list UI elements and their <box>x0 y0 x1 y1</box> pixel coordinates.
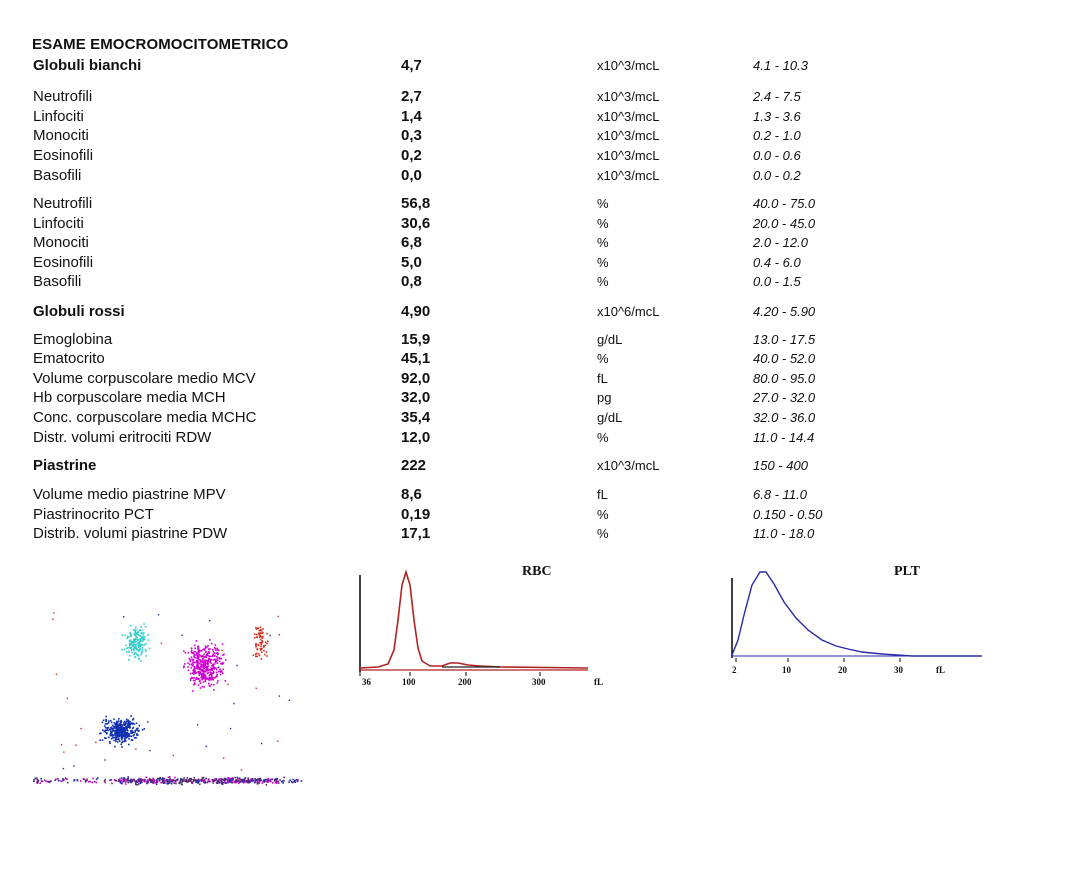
result-value: 56,8 <box>401 195 431 212</box>
result-row <box>0 349 1080 369</box>
result-reference-range: 0.0 - 1.5 <box>753 274 801 289</box>
rbc-tick-100: 100 <box>402 677 416 687</box>
result-unit: pg <box>597 390 612 405</box>
result-row <box>0 302 1080 322</box>
result-reference-range: 0.0 - 0.2 <box>753 168 801 183</box>
rbc-histogram-svg <box>350 560 620 695</box>
result-name: Basofili <box>33 273 82 290</box>
result-unit: % <box>597 430 609 445</box>
plt-histogram <box>722 560 992 690</box>
result-value: 32,0 <box>401 389 431 406</box>
result-unit: x10^3/mcL <box>597 109 660 124</box>
result-name: Hb corpuscolare media MCH <box>33 389 226 406</box>
result-row <box>0 146 1080 166</box>
result-name: Conc. corpuscolare media MCHC <box>33 409 257 426</box>
result-unit: x10^3/mcL <box>597 148 660 163</box>
result-value: 30,6 <box>401 215 431 232</box>
result-reference-range: 0.2 - 1.0 <box>753 128 801 143</box>
result-row <box>0 107 1080 127</box>
result-unit: x10^6/mcL <box>597 304 660 319</box>
result-name: Linfociti <box>33 108 84 125</box>
result-reference-range: 27.0 - 32.0 <box>753 390 816 405</box>
report-title: ESAME EMOCROMOCITOMETRICO <box>32 36 289 53</box>
rbc-histogram <box>350 560 620 695</box>
result-unit: % <box>597 507 609 522</box>
result-row <box>0 56 1080 76</box>
result-reference-range: 2.0 - 12.0 <box>753 235 808 250</box>
result-unit: % <box>597 526 609 541</box>
result-unit: % <box>597 216 609 231</box>
result-reference-range: 80.0 - 95.0 <box>753 371 816 386</box>
result-reference-range: 40.0 - 52.0 <box>753 351 816 366</box>
result-reference-range: 0.0 - 0.6 <box>753 148 801 163</box>
result-value: 12,0 <box>401 429 431 446</box>
result-row <box>0 485 1080 505</box>
result-value: 1,4 <box>401 108 422 125</box>
result-unit: % <box>597 274 609 289</box>
result-name: Piastrinocrito PCT <box>33 506 154 523</box>
result-value: 8,6 <box>401 486 422 503</box>
result-row <box>0 388 1080 408</box>
rbc-histogram-title: RBC <box>522 564 552 579</box>
result-name: Emoglobina <box>33 331 113 348</box>
plt-histogram-svg <box>722 560 992 690</box>
plt-tick-2: 2 <box>732 665 737 675</box>
result-row <box>0 524 1080 544</box>
result-value: 35,4 <box>401 409 431 426</box>
wbc-scatter-svg <box>28 592 308 807</box>
result-unit: g/dL <box>597 332 623 347</box>
plt-tick-30: 30 <box>894 665 903 675</box>
result-value: 0,8 <box>401 273 422 290</box>
result-name: Volume corpuscolare medio MCV <box>33 370 256 387</box>
result-value: 5,0 <box>401 254 422 271</box>
result-unit: % <box>597 255 609 270</box>
result-name: Distr. volumi eritrociti RDW <box>33 429 212 446</box>
rbc-unit-label: fL <box>594 677 603 687</box>
result-value: 2,7 <box>401 88 422 105</box>
result-value: 15,9 <box>401 331 431 348</box>
result-reference-range: 0.150 - 0.50 <box>753 507 823 522</box>
rbc-tick-36: 36 <box>362 677 371 687</box>
result-value: 0,19 <box>401 506 431 523</box>
plt-tick-20: 20 <box>838 665 847 675</box>
result-unit: g/dL <box>597 410 623 425</box>
result-unit: % <box>597 351 609 366</box>
result-value: 4,90 <box>401 303 431 320</box>
result-reference-range: 1.3 - 3.6 <box>753 109 801 124</box>
wbc-scatter-plot <box>28 592 308 807</box>
result-name: Neutrofili <box>33 195 93 212</box>
result-name: Ematocrito <box>33 350 105 367</box>
rbc-tick-300: 300 <box>532 677 546 687</box>
result-name: Monociti <box>33 234 89 251</box>
result-name: Distrib. volumi piastrine PDW <box>33 525 228 542</box>
result-unit: x10^3/mcL <box>597 58 660 73</box>
result-reference-range: 40.0 - 75.0 <box>753 196 816 211</box>
result-name: Piastrine <box>33 457 97 474</box>
result-value: 92,0 <box>401 370 431 387</box>
rbc-tick-200: 200 <box>458 677 472 687</box>
result-row <box>0 253 1080 273</box>
result-reference-range: 13.0 - 17.5 <box>753 332 816 347</box>
rbc-curve <box>360 572 588 668</box>
result-reference-range: 4.1 - 10.3 <box>753 58 808 73</box>
result-name: Globuli rossi <box>33 303 125 320</box>
result-unit: fL <box>597 371 608 386</box>
result-unit: % <box>597 196 609 211</box>
result-reference-range: 150 - 400 <box>753 458 808 473</box>
result-unit: x10^3/mcL <box>597 168 660 183</box>
result-name: Eosinofili <box>33 254 94 271</box>
result-reference-range: 11.0 - 18.0 <box>753 526 815 541</box>
result-unit: fL <box>597 487 608 502</box>
plt-unit-label: fL <box>936 665 945 675</box>
result-value: 0,3 <box>401 127 422 144</box>
result-value: 4,7 <box>401 57 422 74</box>
result-value: 222 <box>401 457 427 474</box>
result-name: Linfociti <box>33 215 84 232</box>
result-reference-range: 2.4 - 7.5 <box>753 89 801 104</box>
result-row <box>0 428 1080 448</box>
result-reference-range: 32.0 - 36.0 <box>753 410 816 425</box>
result-row <box>0 272 1080 292</box>
plt-curve <box>732 572 982 656</box>
result-unit: x10^3/mcL <box>597 89 660 104</box>
result-value: 6,8 <box>401 234 422 251</box>
result-name: Neutrofili <box>33 88 93 105</box>
result-name: Monociti <box>33 127 89 144</box>
result-value: 45,1 <box>401 350 431 367</box>
result-row <box>0 408 1080 428</box>
result-row <box>0 330 1080 350</box>
result-name: Basofili <box>33 167 82 184</box>
plt-histogram-title: PLT <box>894 564 920 579</box>
result-reference-range: 0.4 - 6.0 <box>753 255 801 270</box>
result-unit: x10^3/mcL <box>597 458 660 473</box>
result-row <box>0 369 1080 389</box>
result-name: Eosinofili <box>33 147 94 164</box>
plt-tick-10: 10 <box>782 665 791 675</box>
result-reference-range: 4.20 - 5.90 <box>753 304 816 319</box>
result-row <box>0 87 1080 107</box>
result-row <box>0 456 1080 476</box>
result-name: Globuli bianchi <box>33 57 142 74</box>
result-row <box>0 214 1080 234</box>
result-row <box>0 194 1080 214</box>
result-name: Volume medio piastrine MPV <box>33 486 226 503</box>
result-value: 0,0 <box>401 167 422 184</box>
result-value: 0,2 <box>401 147 422 164</box>
result-row <box>0 126 1080 146</box>
result-reference-range: 11.0 - 14.4 <box>753 430 815 445</box>
result-row <box>0 505 1080 525</box>
result-row <box>0 166 1080 186</box>
result-row <box>0 233 1080 253</box>
result-unit: x10^3/mcL <box>597 128 660 143</box>
result-reference-range: 20.0 - 45.0 <box>753 216 816 231</box>
result-reference-range: 6.8 - 11.0 <box>753 487 807 502</box>
result-unit: % <box>597 235 609 250</box>
result-value: 17,1 <box>401 525 431 542</box>
